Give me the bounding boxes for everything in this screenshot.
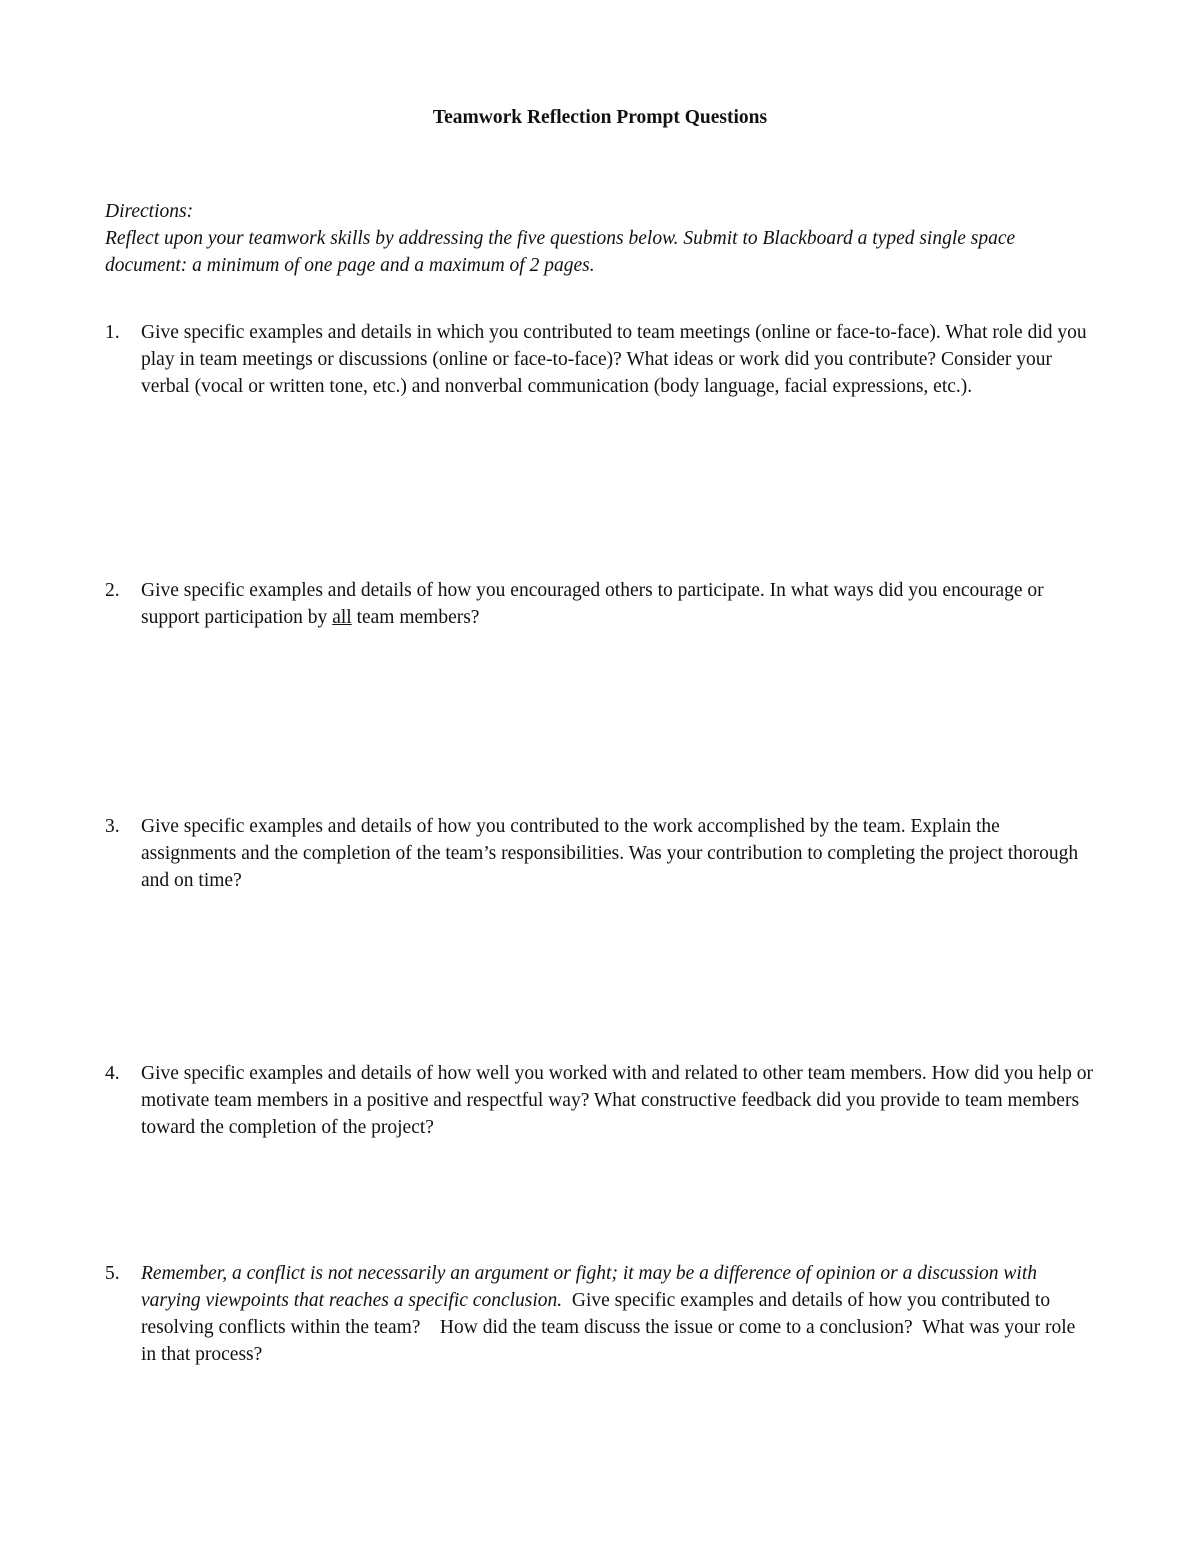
question-3 (105, 813, 1095, 894)
question-5 (105, 1260, 1095, 1368)
question-number: 1. (105, 322, 120, 343)
italic-note: Remember, a conflict is not necessarily an argument or fight; it may be a difference of opinion or a discussion with varying viewpoints that reaches a specific conclusion. (141, 1263, 1037, 1311)
question-number: 4. (105, 1063, 120, 1084)
directions-text: Reflect upon your teamwork skills by addressing the five questions below. Submit to Blackboard a typed single space document: a minimum of one page and a maximum of 2 pages. (105, 228, 1016, 276)
question-1 (105, 319, 1095, 400)
question-number: 5. (105, 1263, 120, 1284)
directions-section (105, 198, 1095, 279)
question-4 (105, 1060, 1095, 1141)
question-number: 3. (105, 816, 120, 837)
question-text-part: Give specific examples and details of how you encouraged others to participate. In what ways did you encourage or support participation by (141, 580, 1044, 628)
question-text-part: Give specific examples and details of how you contributed to resolving conflicts within the team? How did the team discuss the issue or come to a conclusion? What was your role in that process? (141, 1290, 1081, 1365)
question-text: Give specific examples and details of how well you worked with and related to other team members. How did you help or motivate team members in a positive and respectful way? What constructive feedback did you provide to team members toward the completion of the project? (141, 1063, 1093, 1138)
question-text: Give specific examples and details of how you contributed to the work accomplished by the team. Explain the assignments and the completion of the team’s responsibilities. Was your contribution to completing the project thorough and on time? (141, 816, 1079, 891)
question-text: Give specific examples and details in which you contributed to team meetings (online or face-to-face). What role did you play in team meetings or discussions (online or face-to-face)? What ideas or work did you contribute? Consider your verbal (vocal or written tone, etc.) and nonverbal communication (body language, facial expressions, etc.). (141, 322, 1087, 397)
question-text-part: team members? (351, 607, 480, 628)
question-2 (105, 577, 1095, 631)
question-text (141, 577, 1095, 631)
directions-label: Directions: (105, 201, 194, 222)
underlined-word: all (332, 607, 352, 628)
question-number: 2. (105, 580, 120, 601)
question-text (141, 1260, 1095, 1368)
document-title: Teamwork Reflection Prompt Questions (432, 107, 768, 128)
